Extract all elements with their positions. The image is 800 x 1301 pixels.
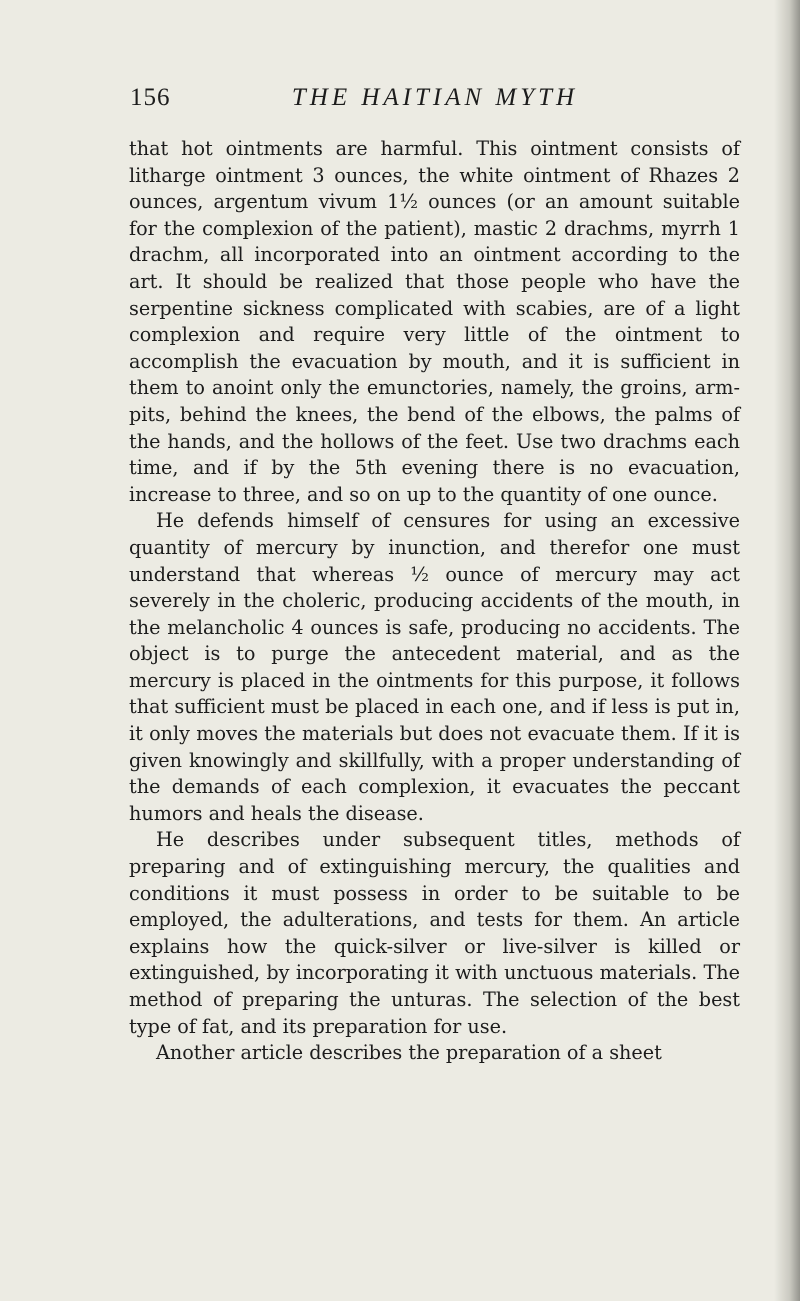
paragraph: Another article describes the preparation of a sheet bbox=[156, 1041, 662, 1065]
paragraph: He defends himself of censures for using an excessive quantity of mercury by inunction, and therefor one must understand that whereas ½ ounce of mercury may act severely in the choleric, producing accidents of the mouth, in the melancholic 4 ounces is safe, producing no accidents. The object is to purge the antecedent material, and as the mercury is placed in the ointments for this purpose, it follows that sufficient must be placed in each one, and if less is put in, it only moves the materials but does not evacuate them. If it is given knowingly and skillfully, with a proper understanding of the demands of each complexion, it evacuates the peccant humors and heals the disease. bbox=[129, 509, 740, 825]
body-text bbox=[129, 136, 740, 1067]
page-edge-shadow bbox=[774, 0, 800, 1301]
page-number: 156 bbox=[130, 84, 171, 111]
paragraph: He describes under subsequent titles, methods of preparing and of extinguishing mercury, the qualities and conditions it must possess in order to be suitable to be employed, the adulterations, and tests for them. An article explains how the quick-silver or live-silver is killed or extinguished, by incorporating it with unctuous materials. The method of preparing the unturas. The selection of the best type of fat, and its preparation for use. bbox=[129, 828, 740, 1038]
running-head: THE HAITIAN MYTH bbox=[291, 84, 579, 111]
paragraph-continued: that hot ointments are harmful. This ointment consists of litharge ointment 3 ounces, the white ointment of Rhazes 2 ounces, argentum vivum 1½ ounces (or an amount suitable for the complexion of the patient), mastic 2 drachms, myrrh 1 drachm, all incorporated into an ointment according to the art. It should be realized that those people who have the serpentine sickness complicated with scabies, are of a light complexion and require very little of the ointment to accomplish the evacuation by mouth, and it is sufficient in them to anoint only the emunctories, namely, the groins, arm-pits, behind the knees, the bend of the elbows, the palms of the hands, and the hollows of the feet. Use two drachms each time, and if by the 5th evening there is no evacuation, increase to three, and so on up to the quantity of one ounce. bbox=[129, 137, 740, 506]
page-header bbox=[130, 84, 740, 124]
